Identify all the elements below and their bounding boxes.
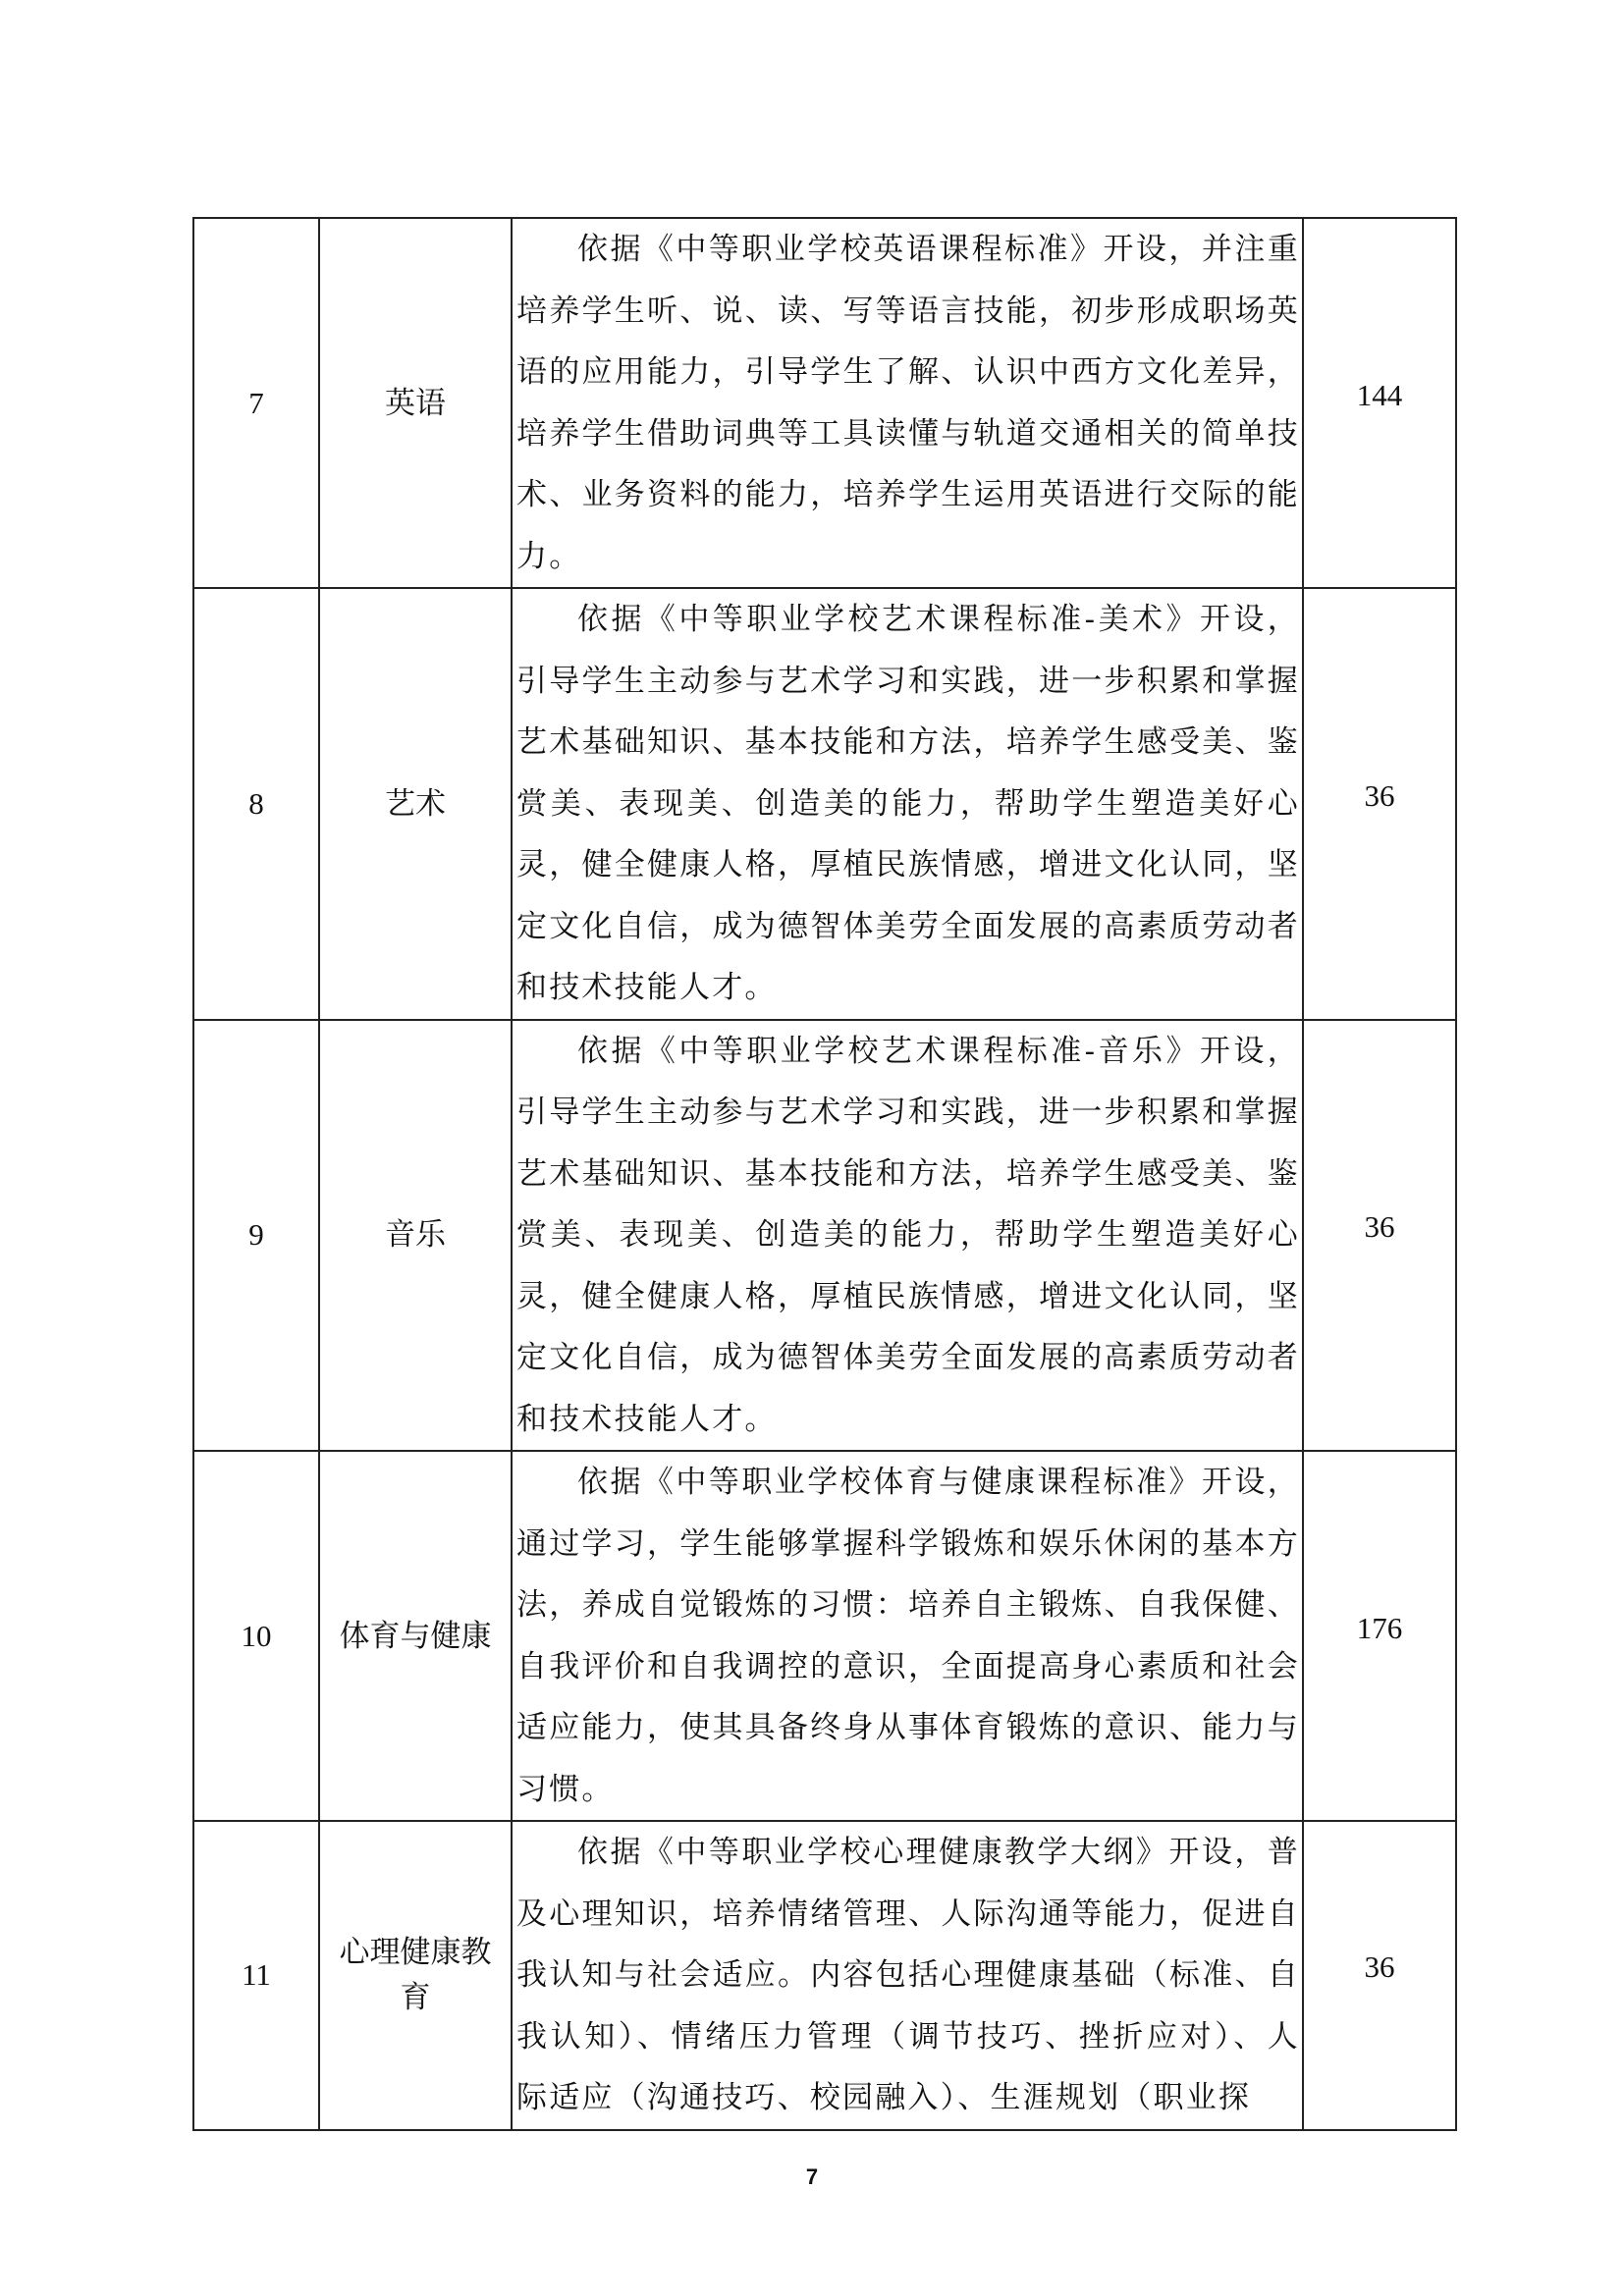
hours-value: 36 xyxy=(1364,1949,1395,1985)
row-index: 8 xyxy=(193,588,319,1020)
course-hours xyxy=(1303,1821,1456,2130)
course-name: 心理健康教育 xyxy=(319,1821,512,2130)
hours-value: 176 xyxy=(1356,1610,1403,1645)
course-description xyxy=(512,588,1303,1020)
table-row xyxy=(193,588,1456,1020)
table-row xyxy=(193,1020,1456,1452)
row-index: 7 xyxy=(193,218,319,588)
description-text: 依据《中等职业学校艺术课程标准-美术》开设，引导学生主动参与艺术学习和实践，进一步积累和掌握艺术基础知识、基本技能和方法，培养学生感受美、鉴赏美、表现美、创造美的能力，帮助学生塑造美好心灵，健全健康人格，厚植民族情感，增进文化认同，坚定文化自信，成为德智体美劳全面发展的高素质劳动者和技术技能人才。 xyxy=(516,602,1300,1005)
table-row xyxy=(193,218,1456,588)
description-text: 依据《中等职业学校体育与健康课程标准》开设，通过学习，学生能够掌握科学锻炼和娱乐休闲的基本方法，养成自觉锻炼的习惯：培养自主锻炼、自我保健、自我评价和自我调控的意识，全面提高身心素质和社会适应能力，使其具备终身从事体育锻炼的意识、能力与习惯。 xyxy=(516,1465,1300,1807)
course-name: 艺术 xyxy=(319,588,512,1020)
course-hours xyxy=(1303,218,1456,588)
hours-value: 36 xyxy=(1364,1209,1395,1245)
table-row xyxy=(193,1821,1456,2130)
description-text: 依据《中等职业学校心理健康教学大纲》开设，普及心理知识，培养情绪管理、人际沟通等能力，促进自我认知与社会适应。内容包括心理健康基础（标准、自我认知）、情绪压力管理（调节技巧、挫折应对）、人际适应（沟通技巧、校园融入）、生涯规划（职业探 xyxy=(516,1835,1300,2115)
row-index: 11 xyxy=(193,1821,319,2130)
hours-value: 144 xyxy=(1356,377,1403,412)
hours-value: 36 xyxy=(1364,777,1395,813)
row-index: 9 xyxy=(193,1020,319,1452)
description-text: 依据《中等职业学校艺术课程标准-音乐》开设，引导学生主动参与艺术学习和实践，进一步积累和掌握艺术基础知识、基本技能和方法，培养学生感受美、鉴赏美、表现美、创造美的能力，帮助学生塑造美好心灵，健全健康人格，厚植民族情感，增进文化认同，坚定文化自信，成为德智体美劳全面发展的高素质劳动者和技术技能人才。 xyxy=(516,1033,1300,1437)
row-index: 10 xyxy=(193,1451,319,1821)
course-description xyxy=(512,218,1303,588)
course-name: 英语 xyxy=(319,218,512,588)
description-text: 依据《中等职业学校英语课程标准》开设，并注重培养学生听、说、读、写等语言技能，初步形成职场英语的应用能力，引导学生了解、认识中西方文化差异，培养学生借助词典等工具读懂与轨道交通相关的简单技术、业务资料的能力，培养学生运用英语进行交际的能力。 xyxy=(516,232,1300,574)
course-hours xyxy=(1303,1020,1456,1452)
course-name: 音乐 xyxy=(319,1020,512,1452)
course-table xyxy=(192,217,1457,2131)
course-description xyxy=(512,1821,1303,2130)
course-hours xyxy=(1303,588,1456,1020)
course-description xyxy=(512,1020,1303,1452)
course-name: 体育与健康 xyxy=(319,1451,512,1821)
table-row xyxy=(193,1451,1456,1821)
course-hours xyxy=(1303,1451,1456,1821)
course-description xyxy=(512,1451,1303,1821)
page-number: 7 xyxy=(805,2164,819,2189)
